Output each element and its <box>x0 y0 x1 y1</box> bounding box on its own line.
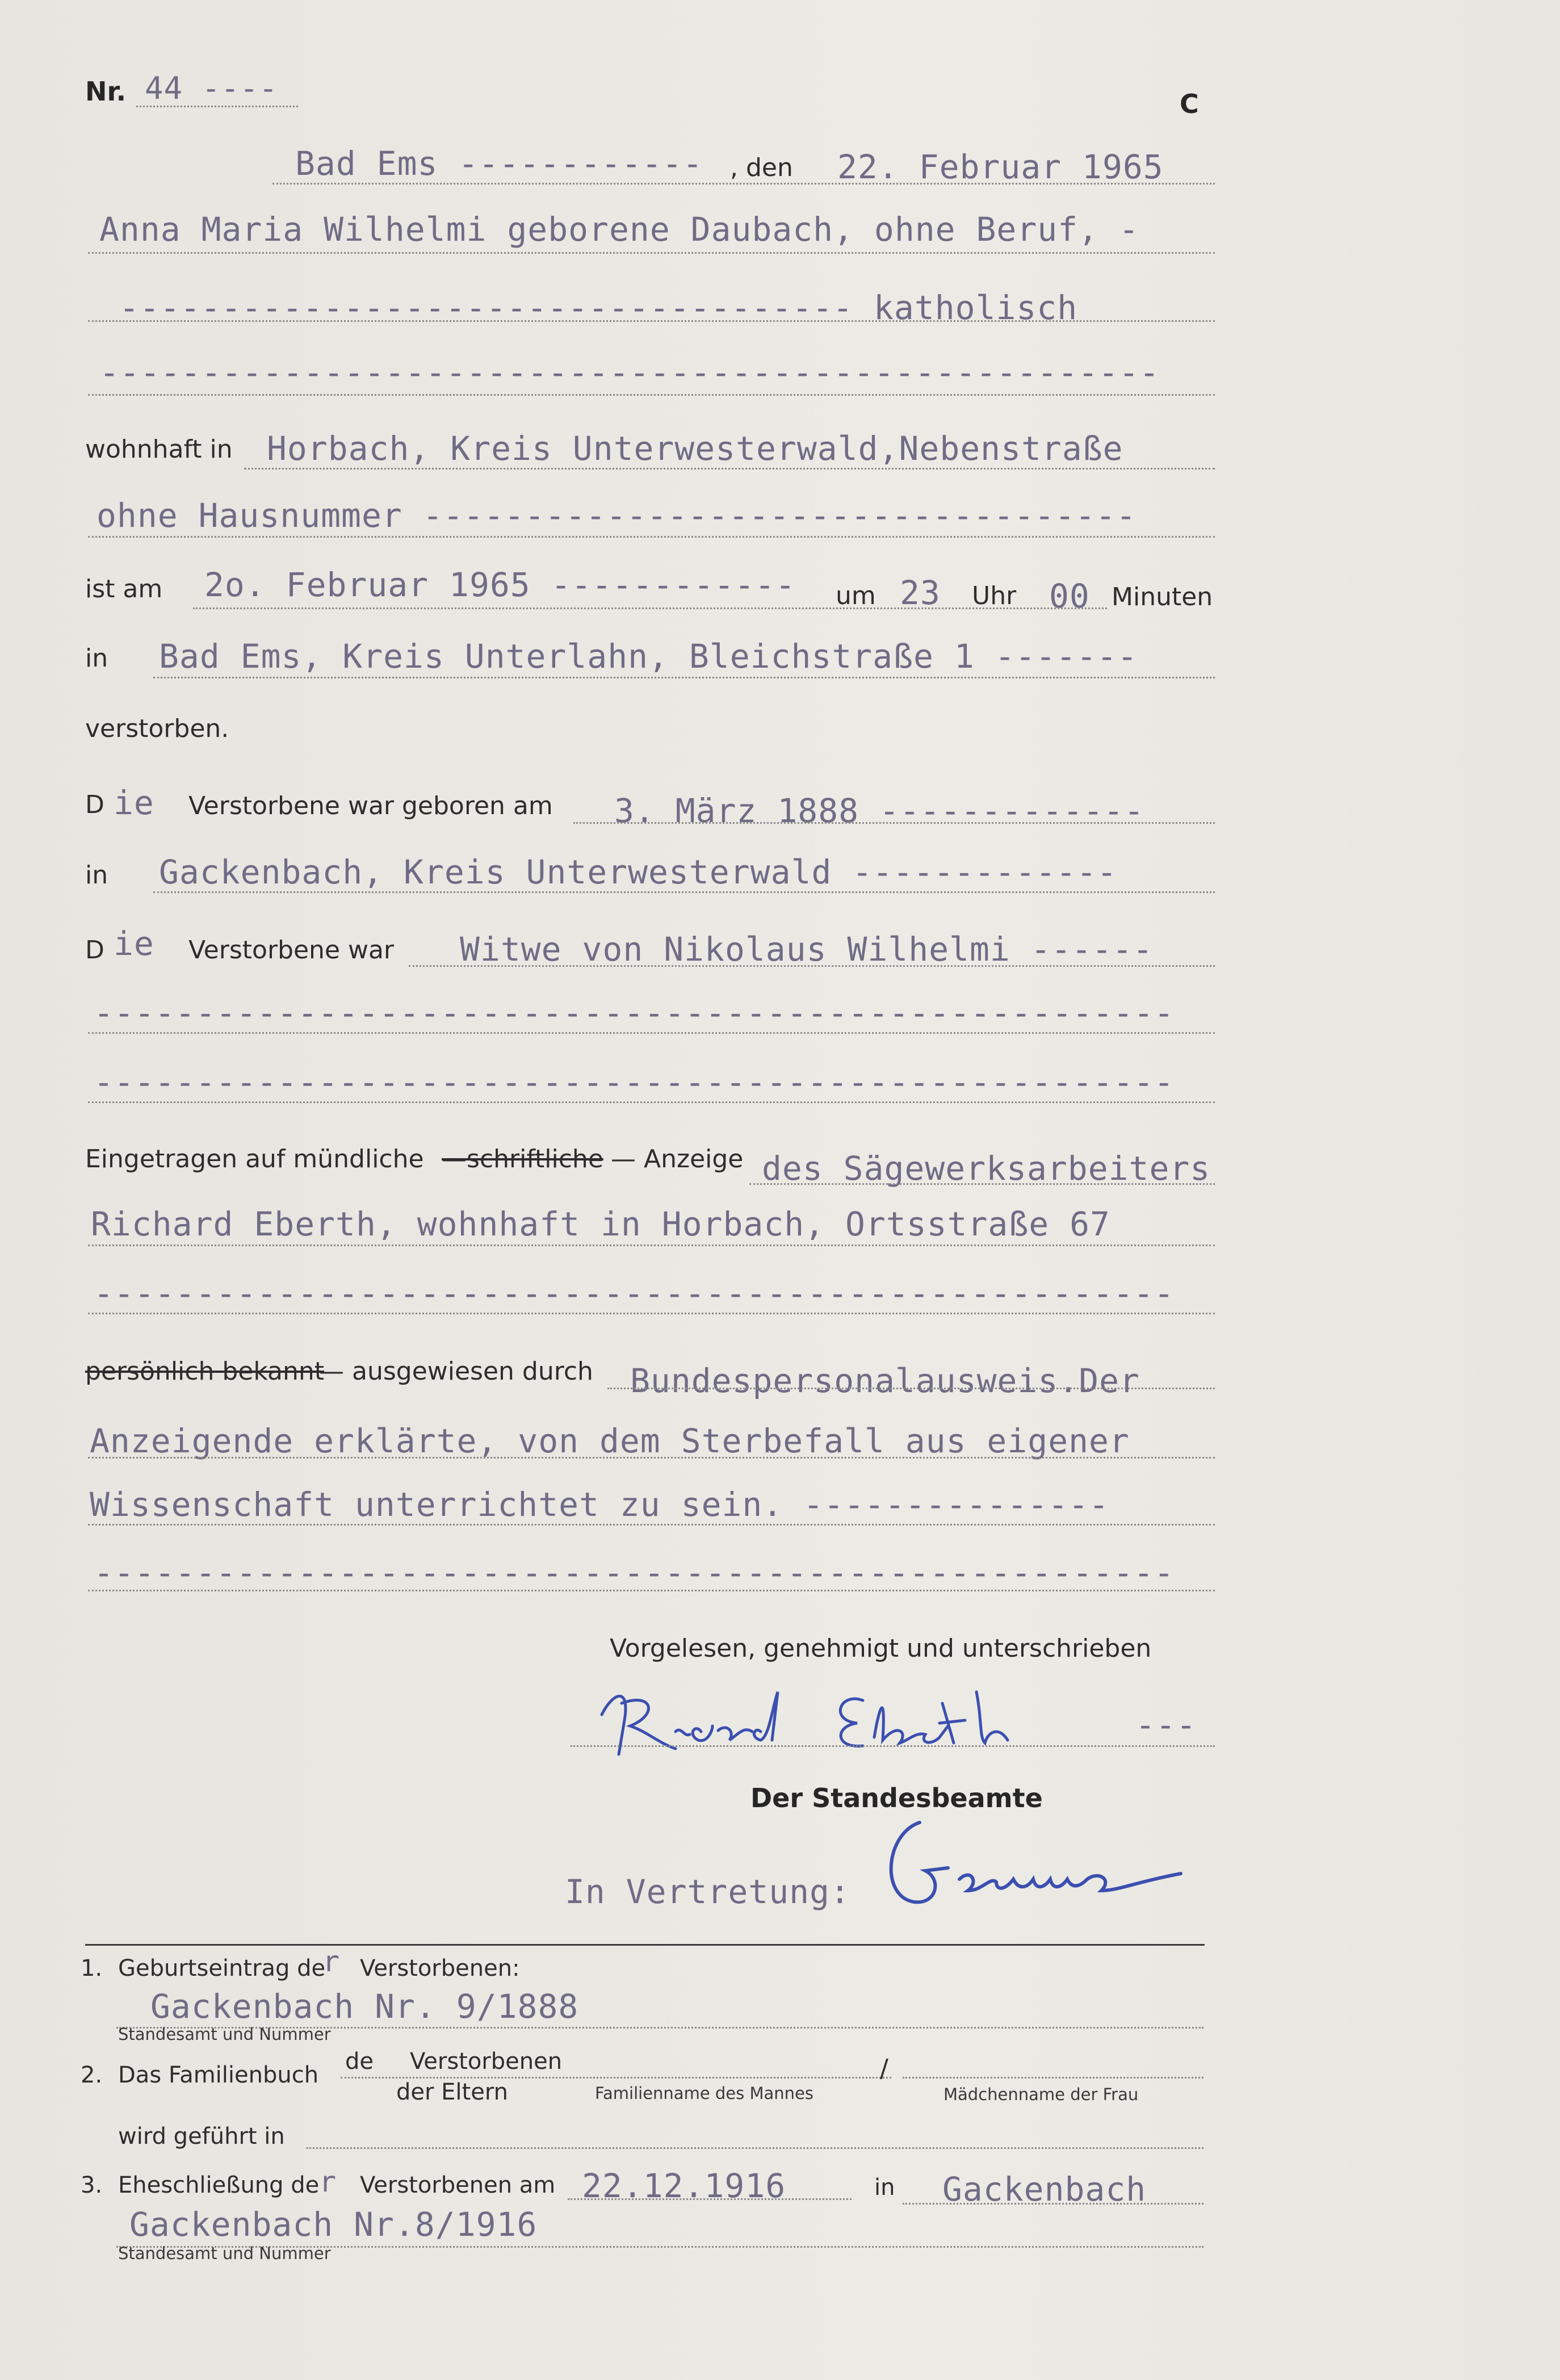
dotted-line <box>903 2203 1203 2205</box>
dotted-line <box>571 1745 1215 1747</box>
f1-label: Geburtseintrag de <box>118 1955 326 1981</box>
f2-eltern: der Eltern <box>396 2079 508 2105</box>
f3-number: 3. <box>81 2172 103 2198</box>
death-hour: 23 <box>900 573 941 612</box>
nr-value: 44 ---- <box>145 70 278 106</box>
death-minutes: 00 <box>1049 577 1090 615</box>
f3-in-label: in <box>874 2174 895 2201</box>
dotted-line <box>88 1457 1215 1459</box>
f2-caption-frau: Mädchenname der Frau <box>943 2085 1139 2104</box>
f1-suffix: r <box>322 1945 341 1978</box>
nr-label: Nr. <box>85 76 127 107</box>
intro-line-1: Anna Maria Wilhelmi geborene Daubach, ohne Beruf, - <box>99 210 1139 249</box>
den-label: , den <box>730 153 793 182</box>
identification-line-1: Bundespersonalausweis.Der <box>630 1361 1140 1400</box>
birth-date: 3. März 1888 ------------- <box>614 791 1144 830</box>
residence-line-2: ohne Hausnummer ----------------------------------- <box>97 496 1137 535</box>
dotted-line <box>88 320 1215 322</box>
header-dotted-line <box>272 183 1215 185</box>
dotted-line <box>307 2147 1203 2149</box>
official-signature <box>874 1811 1192 1925</box>
identification-line-4: ----------------------------------------------------- <box>94 1553 1175 1592</box>
eingetragen-label: Eingetragen auf mündliche <box>85 1145 424 1174</box>
f2-label: Das Familienbuch <box>118 2062 319 2088</box>
footnote-separator <box>85 1944 1205 1946</box>
registration-line-1: des Sägewerksarbeiters <box>762 1149 1211 1188</box>
status-value: Witwe von Nikolaus Wilhelmi ------ <box>460 930 1154 969</box>
registration-line-3: ----------------------------------------------------- <box>94 1274 1175 1313</box>
dotted-line <box>409 965 1215 967</box>
identification-line-2: Anzeigende erklärte, von dem Sterbefall aus eigener <box>90 1422 1130 1460</box>
birth-in-label: in <box>85 861 108 890</box>
dotted-line <box>88 252 1215 254</box>
corner-letter: C <box>1180 89 1199 119</box>
uhr-label: Uhr <box>972 581 1017 610</box>
f3-value: Gackenbach Nr.8/1916 <box>129 2205 538 2244</box>
f2-de: de <box>345 2048 374 2075</box>
header-place: Bad Ems ------------ <box>295 144 703 183</box>
dotted-line <box>749 1183 1215 1185</box>
declarant-dashes: --- <box>1135 1706 1197 1744</box>
f1-number: 1. <box>81 1955 103 1981</box>
ausgewiesen-label: — ausgewiesen durch <box>319 1357 593 1386</box>
dotted-line <box>153 677 1215 678</box>
f3-place: Gackenbach <box>942 2170 1147 2209</box>
dotted-line <box>153 891 1215 893</box>
header-date: 22. Februar 1965 <box>837 148 1164 186</box>
dotted-line <box>573 822 1215 824</box>
status-line-3: ----------------------------------------------------- <box>94 1063 1175 1101</box>
f1-caption: Standesamt und Nummer <box>118 2025 331 2044</box>
ist-am-label: ist am <box>85 575 163 604</box>
geboren-label: Verstorbene war geboren am <box>188 791 553 820</box>
f3-date: 22.12.1916 <box>582 2167 786 2205</box>
dotted-line <box>88 394 1215 396</box>
minuten-label: Minuten <box>1112 583 1213 611</box>
death-date: 2o. Februar 1965 ------------ <box>204 565 796 604</box>
birth-place: Gackenbach, Kreis Unterwesterwald ------------- <box>159 853 1118 891</box>
status-d-suffix: ie <box>114 924 154 963</box>
status-d-label: D <box>85 936 104 965</box>
dotted-line <box>903 2077 1203 2079</box>
death-in-label: in <box>85 644 108 673</box>
struck-persoenlich-bekannt: persönlich bekannt <box>85 1357 325 1386</box>
f1-value: Gackenbach Nr. 9/1888 <box>150 1987 579 2026</box>
identification-line-3: Wissenschaft unterrichtet zu sein. --------------- <box>90 1485 1109 1524</box>
f2-verstorbenen: Verstorbenen <box>410 2048 563 2075</box>
anzeige-label: — Anzeige <box>611 1145 744 1174</box>
f3-suffix: r <box>319 2165 337 2198</box>
dotted-line <box>568 2198 852 2200</box>
f2-gefuehrt-label: wird geführt in <box>118 2123 285 2149</box>
status-line-2: ----------------------------------------------------- <box>94 994 1175 1032</box>
vorgelesen-label: Vorgelesen, genehmigt und unterschrieben <box>610 1634 1152 1663</box>
dotted-line <box>193 607 1107 609</box>
birth-d-suffix: ie <box>114 783 154 822</box>
verstorben-label: verstorben. <box>85 714 229 743</box>
f2-caption-mann: Familienname des Mannes <box>595 2084 813 2103</box>
birth-d-label: D <box>85 790 104 819</box>
residence-line-1: Horbach, Kreis Unterwesterwald,Nebenstraße <box>267 429 1123 468</box>
f3-label-2: Verstorbenen am <box>360 2172 556 2198</box>
dotted-line <box>88 1101 1215 1103</box>
dotted-line <box>341 2077 891 2079</box>
dotted-line <box>88 1313 1215 1314</box>
dotted-line <box>88 1245 1215 1246</box>
status-war-label: Verstorbene war <box>188 936 395 965</box>
f2-number: 2. <box>81 2062 103 2088</box>
f2-slash: / <box>880 2054 888 2083</box>
intro-line-2: ------------------------------------ katholisch <box>119 288 1078 327</box>
wohnhaft-label: wohnhaft in <box>85 435 233 464</box>
registration-line-2: Richard Eberth, wohnhaft in Horbach, Ortsstraße 67 <box>91 1205 1110 1243</box>
struck-schriftliche: —schriftliche <box>442 1145 603 1174</box>
f1-label-2: Verstorbenen: <box>360 1955 520 1981</box>
standesbeamte-title: Der Standesbeamte <box>750 1783 1043 1813</box>
dotted-line <box>88 1590 1215 1591</box>
declarant-signature <box>590 1669 1101 1771</box>
f3-label: Eheschließung de <box>118 2172 320 2198</box>
death-place: Bad Ems, Kreis Unterlahn, Bleichstraße 1 ------- <box>159 637 1138 676</box>
intro-line-3: ---------------------------------------------------- <box>99 353 1160 392</box>
dotted-line <box>88 536 1215 538</box>
um-label: um <box>836 581 876 610</box>
vertretung-label: In Vertretung: <box>565 1872 850 1911</box>
dotted-line <box>88 1524 1215 1526</box>
f3-caption: Standesamt und Nummer <box>118 2244 331 2263</box>
dotted-line <box>607 1388 1215 1389</box>
dotted-line <box>244 468 1215 470</box>
nr-dotted-line <box>136 106 298 107</box>
dotted-line <box>88 1032 1215 1034</box>
